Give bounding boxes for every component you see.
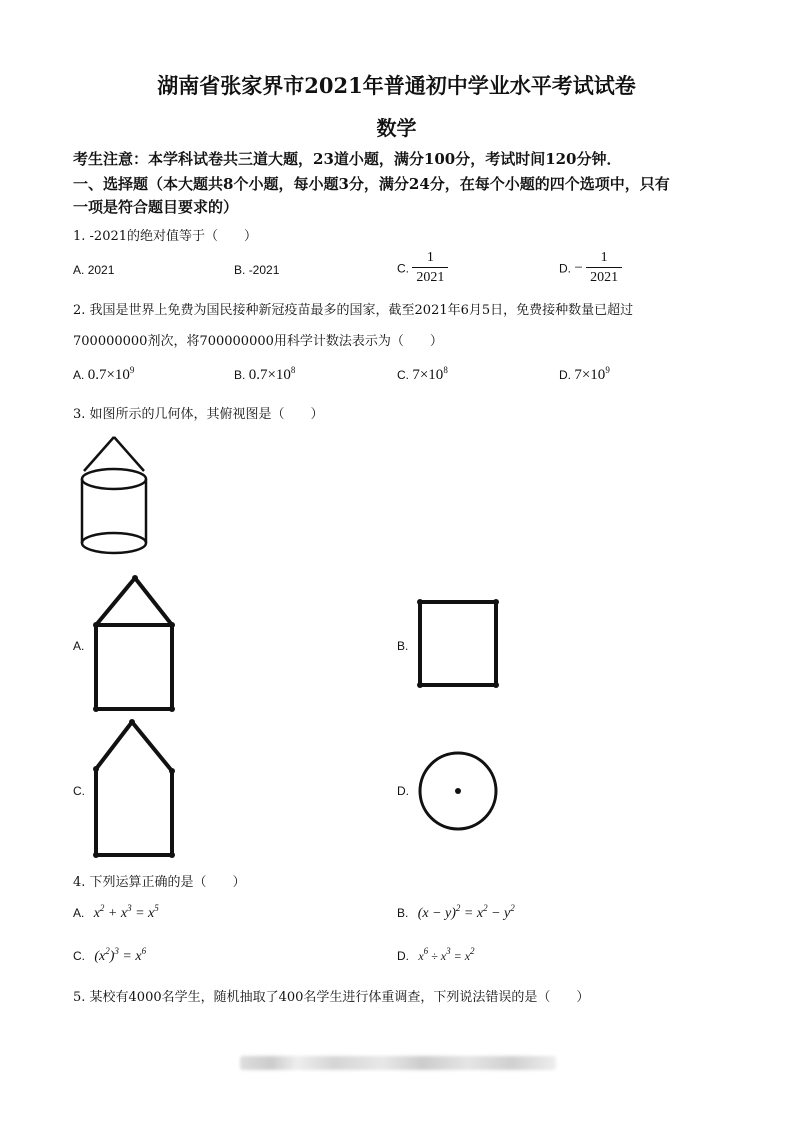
expr-part: ) [109, 949, 115, 964]
option-label: B. [234, 368, 246, 382]
base: 0.7×10 [248, 367, 291, 383]
expr-part: x [418, 949, 424, 963]
q4-option-d[interactable] [397, 946, 475, 964]
q1-option-d[interactable] [559, 249, 622, 288]
option-value [249, 367, 296, 383]
option-label: C. [397, 368, 409, 382]
fraction-denominator: 2021 [590, 270, 619, 285]
q2-option-c[interactable] [397, 367, 448, 384]
fraction [586, 249, 622, 288]
q3-stem: 3. 如图所示的几何体，其俯视图是（ ） [73, 407, 324, 422]
expr-exp: 2 [483, 903, 488, 913]
option-value [88, 367, 135, 383]
expr-exp: 3 [127, 903, 132, 913]
q2-stem-line2: 700000000剂次，将700000000用科学计数法表示为（ ） [73, 334, 443, 349]
option-expression [93, 903, 159, 921]
expr-part: = x [460, 906, 484, 921]
expr-part: x [93, 906, 100, 921]
q3-option-b-figure[interactable] [414, 596, 504, 692]
q1-stem: 1. -2021的绝对值等于（ ） [73, 229, 258, 244]
q3-option-c[interactable]: C. [73, 784, 85, 798]
option-label: A. [73, 368, 85, 382]
expr-part: = x [450, 949, 471, 963]
q1-option-a[interactable] [73, 263, 114, 277]
option-value: -2021 [248, 263, 280, 277]
fraction-denominator: 2021 [416, 270, 445, 285]
q3-option-c-figure[interactable] [90, 716, 178, 862]
expr-exp: 6 [423, 946, 429, 956]
exponent: 8 [290, 365, 296, 375]
q4-option-a[interactable] [73, 903, 159, 922]
q5-stem: 5. 某校有4000名学生，随机抽取了400名学生进行体重调查，下列说法错误的是（ ） [73, 990, 590, 1005]
fraction-numerator: 1 [586, 249, 622, 268]
expr-exp: 2 [510, 903, 515, 913]
q2-option-d[interactable] [559, 367, 610, 384]
expr-exp: 2 [105, 946, 110, 956]
option-value [574, 367, 609, 383]
expr-part: = x [118, 949, 142, 964]
q3-option-b[interactable]: B. [397, 639, 409, 653]
expr-part: (x − y) [417, 906, 456, 921]
exponent: 9 [129, 365, 135, 375]
q4-stem: 4. 下列运算正确的是（ ） [73, 875, 246, 890]
option-label: A. [73, 263, 85, 277]
expr-exp: 3 [446, 946, 451, 956]
option-label: C. [73, 949, 85, 963]
q1-option-c[interactable] [397, 249, 448, 288]
q3-option-a-figure[interactable] [90, 572, 178, 714]
option-label: B. [234, 263, 246, 277]
q3-option-d[interactable]: D. [397, 784, 409, 798]
q3-option-a[interactable]: A. [73, 639, 85, 653]
cone-cylinder-figure [74, 433, 154, 558]
expr-exp: 5 [154, 903, 159, 913]
paper-title: 湖南省张家界市2021年普通初中学业水平考试试卷 [157, 73, 636, 98]
base: 7×10 [412, 367, 444, 383]
q4-option-b[interactable] [397, 903, 515, 922]
option-value [412, 367, 447, 383]
q4-option-c[interactable] [73, 946, 147, 965]
option-label: D. [397, 949, 409, 963]
base: 0.7×10 [87, 367, 130, 383]
option-label: D. [559, 261, 571, 276]
expr-exp: 6 [141, 946, 147, 956]
fraction-numerator: 1 [412, 249, 448, 268]
option-expression [417, 903, 515, 921]
expr-part: ÷ x [428, 949, 447, 963]
expr-part: − y [487, 906, 511, 921]
section-heading-line1: 一、选择题（本大题共8个小题，每小题3分，满分24分，在每个小题的四个选项中，只有 [73, 175, 670, 193]
expr-part: + x [104, 906, 128, 921]
expr-exp: 2 [99, 903, 105, 913]
option-label: A. [73, 906, 85, 920]
option-label: D. [559, 368, 571, 382]
exponent: 9 [605, 365, 610, 375]
minus-sign: − [574, 260, 583, 276]
expr-exp: 3 [114, 946, 119, 956]
exponent: 8 [443, 365, 448, 375]
expr-part: = x [131, 906, 155, 921]
expr-exp: 2 [455, 903, 461, 913]
q2-option-b[interactable] [234, 367, 295, 384]
option-expression [94, 946, 147, 964]
q1-option-b[interactable] [234, 263, 279, 277]
expr-part: (x [94, 949, 106, 964]
option-expression [418, 946, 475, 963]
subject-title: 数学 [376, 116, 417, 140]
q2-stem-line1: 2. 我国是世界上免费为国民接种新冠疫苗最多的国家，截至2021年6月5日，免费接种数量已超过 [73, 303, 634, 318]
option-label: C. [397, 261, 409, 276]
q2-option-a[interactable] [73, 367, 134, 384]
option-label: B. [397, 906, 409, 920]
q3-option-d-figure[interactable] [415, 748, 501, 834]
expr-exp: 2 [470, 946, 475, 956]
section-heading-line2: 一项是符合题目要求的） [73, 198, 239, 216]
base: 7×10 [574, 367, 606, 383]
fraction [412, 249, 448, 288]
exam-notice: 考生注意：本学科试卷共三道大题，23道小题，满分100分，考试时间120分钟． [73, 150, 622, 168]
option-value: 2021 [87, 263, 115, 277]
blurred-footer-watermark [240, 1056, 556, 1070]
